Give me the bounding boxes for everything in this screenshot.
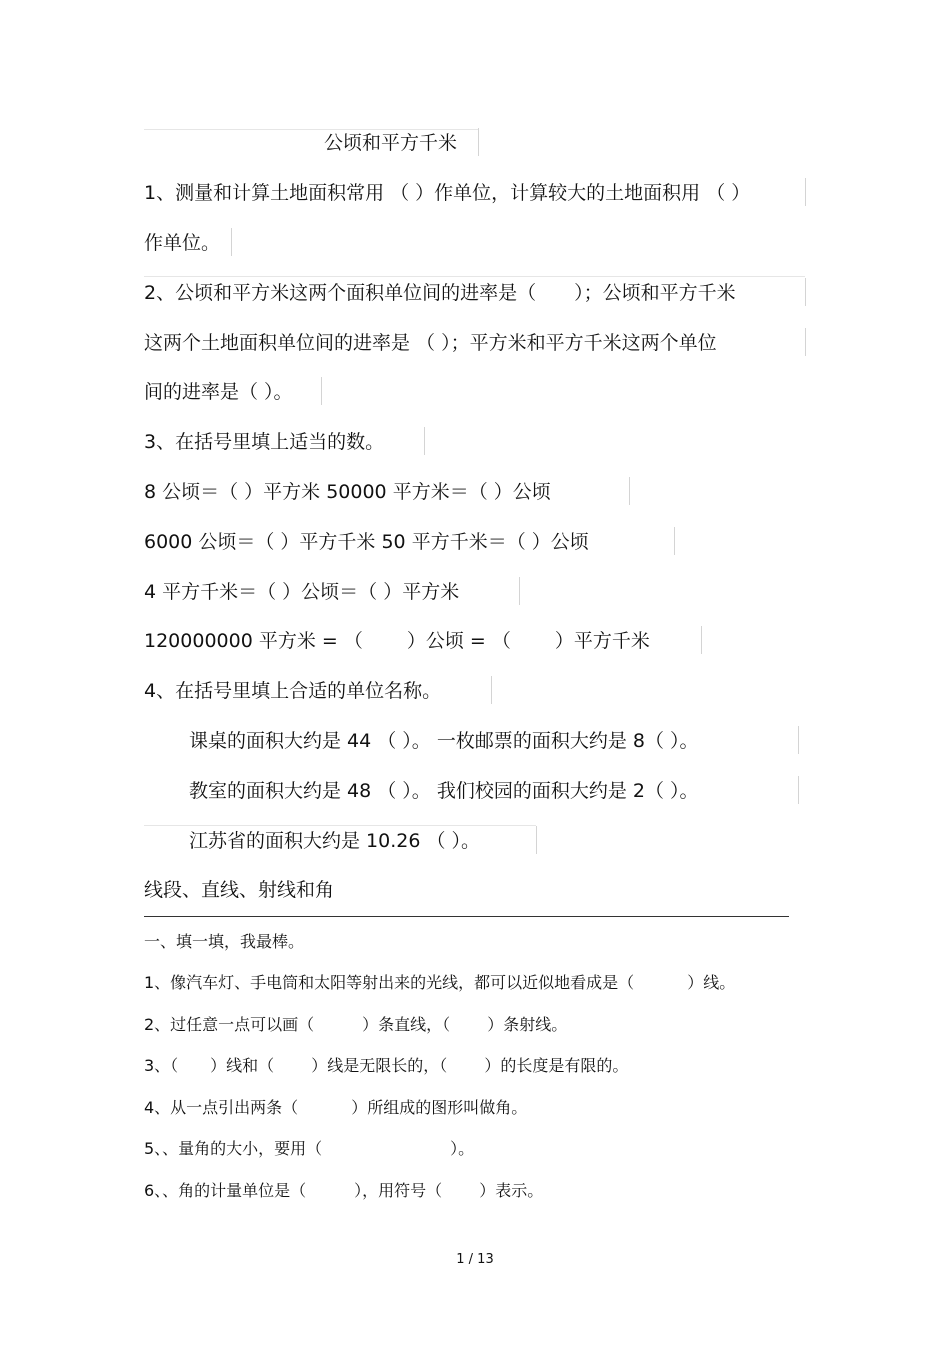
scan-artifact-line bbox=[798, 726, 799, 754]
section-title: 公顷和平方千米 bbox=[324, 132, 458, 154]
scan-artifact-line bbox=[231, 228, 232, 256]
scan-artifact-line bbox=[674, 527, 675, 555]
question-3-heading: 3、在括号里填上适当的数。 bbox=[144, 431, 385, 453]
question-1-line-1: 1、测量和计算土地面积常用 （ ）作单位，计算较大的土地面积用 （ ） bbox=[144, 182, 751, 204]
question-2-line-1: 2、公顷和平方米这两个面积单位间的进率是（ ）；公顷和平方千米 bbox=[144, 282, 736, 304]
question-4-item: 课桌的面积大约是 44 （ ）。 一枚邮票的面积大约是 8（ ）。 bbox=[189, 730, 699, 752]
section-title: 线段、直线、射线和角 bbox=[144, 879, 335, 901]
question-4-item: 江苏省的面积大约是 10.26 （ ）。 bbox=[189, 830, 481, 852]
fill-in-item: 4、从一点引出两条（ ）所组成的图形叫做角。 bbox=[144, 1098, 528, 1117]
fill-in-item: 1、像汽车灯、手电筒和太阳等射出来的光线，都可以近似地看成是（ ）线。 bbox=[144, 973, 736, 992]
question-4-item: 教室的面积大约是 48 （ ）。 我们校园的面积大约是 2（ ）。 bbox=[189, 780, 699, 802]
scan-artifact-line bbox=[144, 825, 536, 826]
scan-artifact-line bbox=[491, 676, 492, 704]
question-3-item: 120000000 平方米 = （ ）公顷 = （ ）平方千米 bbox=[144, 630, 650, 652]
scan-artifact-line bbox=[701, 626, 702, 654]
scan-artifact-line bbox=[798, 776, 799, 804]
fill-in-item: 6、、角的计量单位是（ ），用符号（ ）表示。 bbox=[144, 1181, 544, 1200]
section-divider bbox=[144, 916, 789, 917]
scan-artifact-line bbox=[144, 129, 478, 130]
question-4-heading: 4、在括号里填上合适的单位名称。 bbox=[144, 680, 442, 702]
scan-artifact-line bbox=[478, 128, 479, 156]
scan-artifact-line bbox=[629, 477, 630, 505]
part-heading: 一、填一填，我最棒。 bbox=[144, 932, 305, 951]
question-3-item: 8 公顷＝（ ）平方米 50000 平方米＝（ ）公顷 bbox=[144, 481, 551, 503]
fill-in-item: 3、（ ）线和（ ）线是无限长的，（ ）的长度是有限的。 bbox=[144, 1056, 629, 1075]
question-3-item: 6000 公顷＝（ ）平方千米 50 平方千米＝（ ）公顷 bbox=[144, 531, 589, 553]
question-1-line-2: 作单位。 bbox=[144, 232, 221, 254]
scan-artifact-line bbox=[519, 577, 520, 605]
question-3-item: 4 平方千米＝（ ）公顷＝（ ）平方米 bbox=[144, 581, 460, 603]
page-number: 1 / 13 bbox=[456, 1252, 494, 1267]
question-2-line-3: 间的进率是（ ）。 bbox=[144, 381, 293, 403]
question-2-line-2: 这两个土地面积单位间的进率是 （ ）；平方米和平方千米这两个单位 bbox=[144, 332, 717, 354]
scan-artifact-line bbox=[424, 427, 425, 455]
fill-in-item: 2、过任意一点可以画（ ）条直线，（ ）条射线。 bbox=[144, 1015, 568, 1034]
scan-artifact-line bbox=[321, 377, 322, 405]
fill-in-item: 5、、量角的大小，要用（ ）。 bbox=[144, 1139, 475, 1158]
scan-artifact-line bbox=[805, 278, 806, 306]
scan-artifact-line bbox=[805, 328, 806, 356]
scan-artifact-line bbox=[805, 178, 806, 206]
scan-artifact-line bbox=[144, 276, 805, 277]
scan-artifact-line bbox=[536, 826, 537, 854]
